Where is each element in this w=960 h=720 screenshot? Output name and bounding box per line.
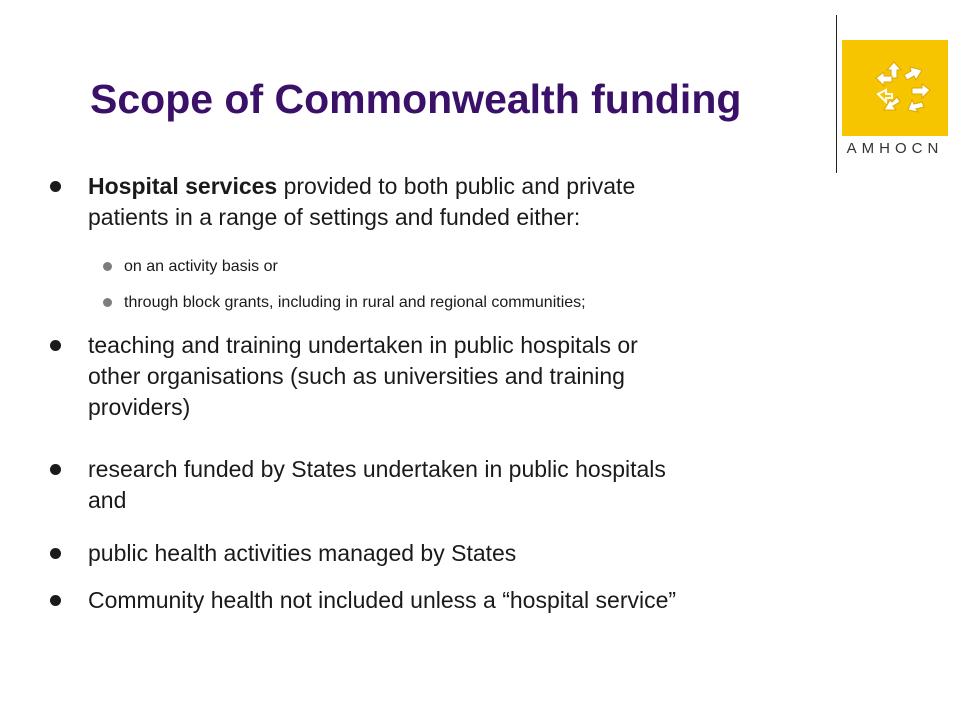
logo-text: AMHOCN <box>846 140 944 157</box>
hospital-services-label: Hospital services <box>88 173 278 199</box>
item-text: public health activities managed by States <box>88 540 517 566</box>
arrows-logo-icon <box>842 40 948 136</box>
sub-list-item <box>124 256 278 278</box>
sub-bullet-icon <box>103 262 112 271</box>
sub-item-text: through block grants, including in rural and regional communities; <box>124 294 586 311</box>
list-item <box>88 171 635 233</box>
logo-badge <box>842 40 948 136</box>
item-text: providers) <box>88 394 191 420</box>
sub-bullet-icon <box>103 298 112 307</box>
amhocn-logo <box>842 40 948 164</box>
bullet-icon <box>50 464 61 475</box>
divider-line <box>836 15 837 173</box>
bullet-icon <box>50 595 61 606</box>
bullet-icon <box>50 181 61 192</box>
slide-title: Scope of Commonwealth funding <box>90 76 742 122</box>
item-text: research funded by States undertaken in public hospitals <box>88 456 666 482</box>
item-text: and <box>88 487 127 513</box>
sub-list-item <box>124 292 586 314</box>
list-item <box>88 585 676 616</box>
item-text: patients in a range of settings and funded either: <box>88 204 581 230</box>
item-text: Community health not included unless a “hospital service” <box>88 587 677 613</box>
bullet-icon <box>50 548 61 559</box>
list-item <box>88 454 666 516</box>
item-text: provided to both public and private <box>277 173 636 199</box>
bullet-icon <box>50 340 61 351</box>
item-text: other organisations (such as universities and training <box>88 363 625 389</box>
list-item <box>88 538 516 569</box>
item-text: teaching and training undertaken in public hospitals or <box>88 332 638 358</box>
sub-item-text: on an activity basis or <box>124 258 278 275</box>
list-item <box>88 330 638 423</box>
